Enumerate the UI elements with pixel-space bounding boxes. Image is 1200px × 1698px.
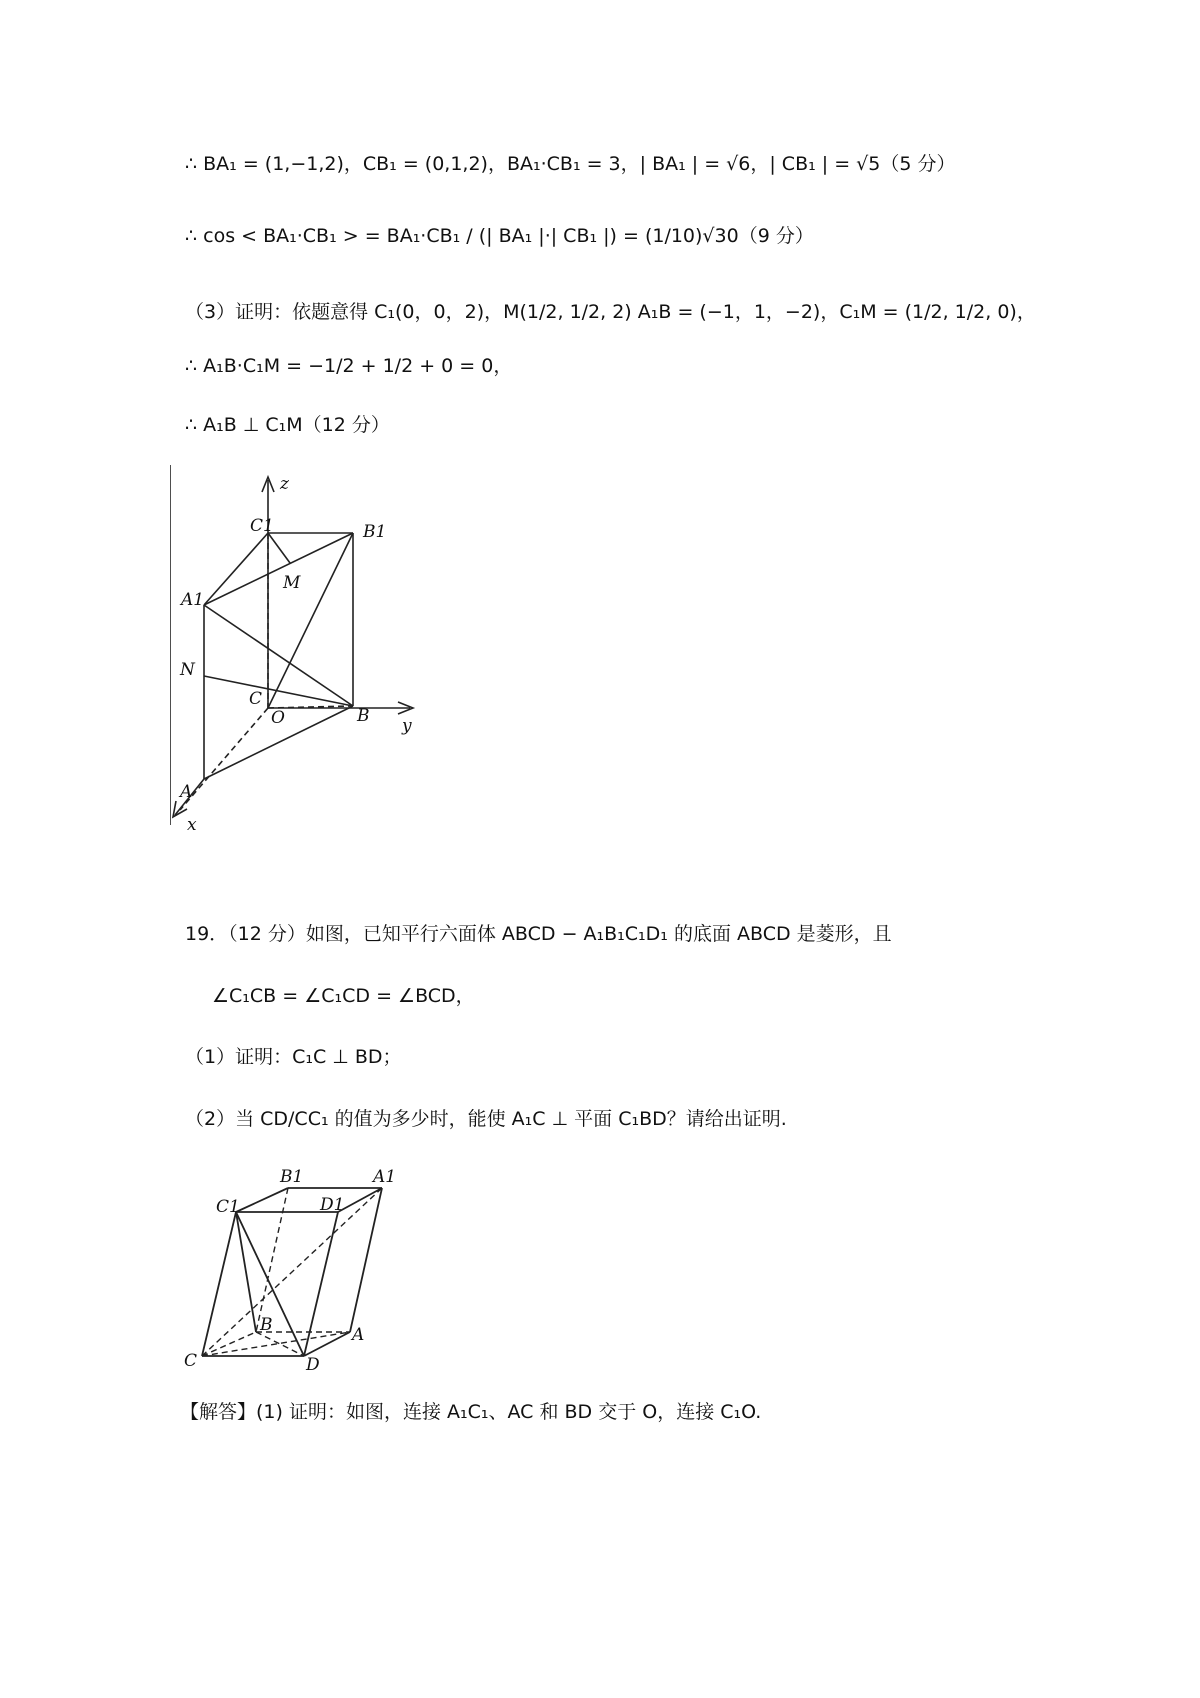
problem-19-condition: ∠C₁CB = ∠C₁CD = ∠BCD， [212, 985, 475, 1007]
label-o: O [271, 708, 285, 728]
label-z: z [280, 474, 289, 494]
line-dot-product: ∴ A₁B·C₁M = −1/2 + 1/2 + 0 = 0， [185, 355, 513, 377]
line-part3-proof: （3）证明：依题意得 C₁(0，0，2)，M(1/2, 1/2, 2) A₁B = (−1，1，−2)，C₁M = (1/2, 1/2, 0)， [185, 301, 1036, 323]
label-a1: A1 [373, 1167, 397, 1187]
prism-coordinate-figure [170, 465, 450, 835]
label-d: D [306, 1355, 320, 1375]
label-a: A [352, 1325, 365, 1345]
solution-heading: 【解答】(1) 证明：如图，连接 A₁C₁、AC 和 BD 交于 O，连接 C₁O. [180, 1401, 762, 1423]
parallelepiped-figure [180, 1160, 410, 1375]
problem-19-statement: 19．（12 分）如图，已知平行六面体 ABCD − A₁B₁C₁D₁ 的底面 ABCD 是菱形，且 [185, 923, 892, 945]
line-vectors: ∴ BA₁ = (1,−1,2)，CB₁ = (0,1,2)，BA₁·CB₁ = 3，| BA₁ | = √6，| CB₁ | = √5（5 分） [185, 153, 956, 175]
label-a1: A1 [181, 590, 205, 610]
line-cosine: ∴ cos < BA₁·CB₁ > = BA₁·CB₁ / (| BA₁ |·| CB₁ |) = (1/10)√30（9 分） [185, 225, 814, 247]
label-m: M [283, 573, 301, 593]
label-y: y [402, 716, 412, 736]
line-perpendicular: ∴ A₁B ⊥ C₁M（12 分） [185, 414, 390, 436]
label-c1: C1 [216, 1197, 240, 1217]
label-b1: B1 [363, 522, 387, 542]
label-a: A [180, 782, 193, 802]
problem-19-part1: （1）证明：C₁C ⊥ BD； [185, 1046, 402, 1068]
label-b1: B1 [280, 1167, 304, 1187]
label-n: N [180, 660, 195, 680]
label-c: C [249, 689, 263, 709]
label-d1: D1 [320, 1195, 345, 1215]
label-x: x [187, 815, 197, 835]
problem-19-part2: （2）当 CD/CC₁ 的值为多少时，能使 A₁C ⊥ 平面 C₁BD？请给出证明. [185, 1108, 787, 1130]
label-c: C [184, 1351, 198, 1371]
label-c1: C1 [250, 516, 274, 536]
label-b: B [357, 706, 370, 726]
label-b: B [260, 1315, 273, 1335]
